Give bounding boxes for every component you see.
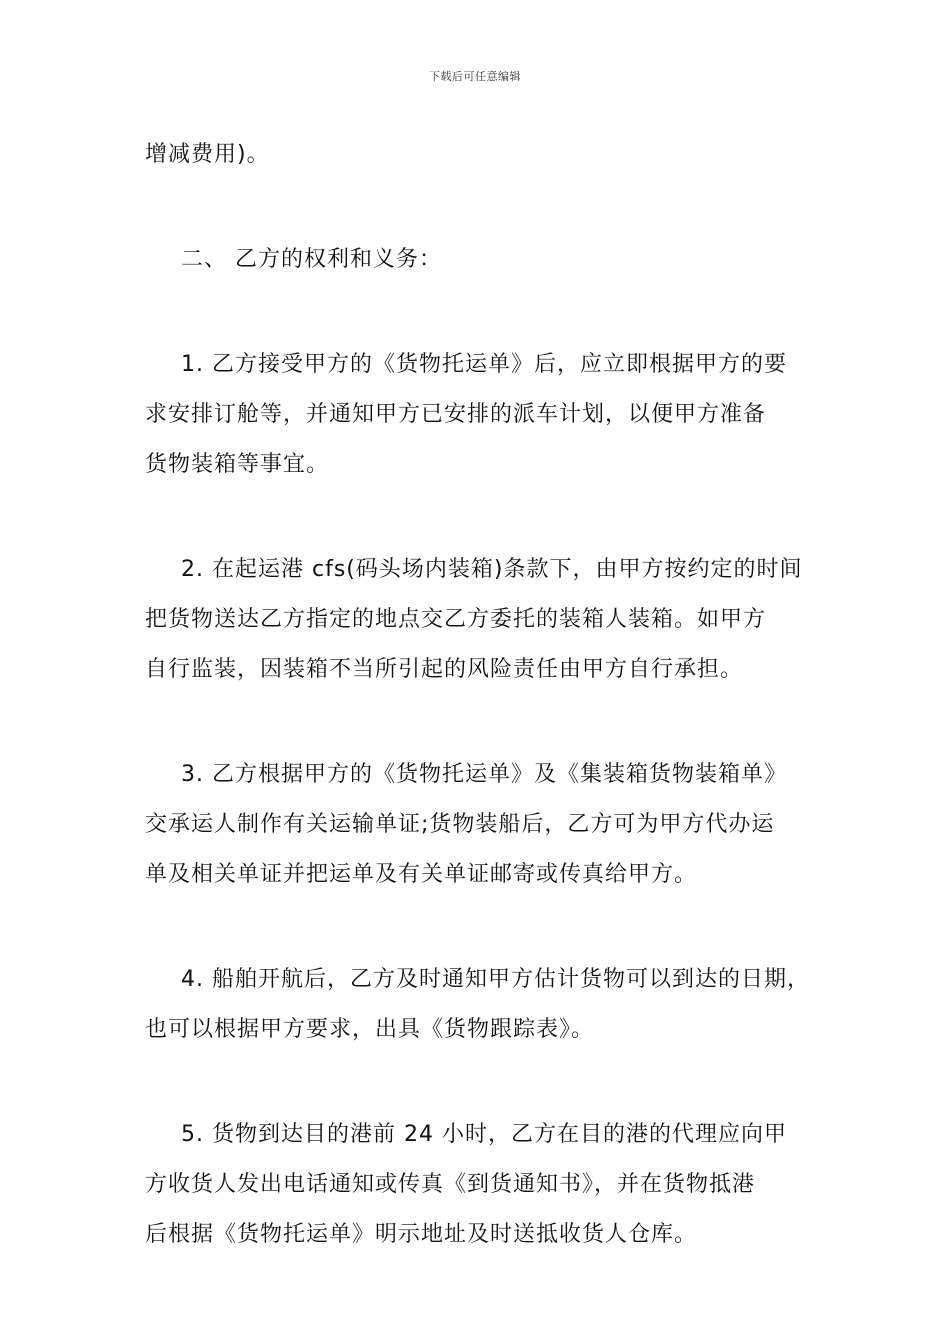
- text-line: 3. 乙方根据甲方的《货物托运单》及《集装箱货物装箱单》: [181, 762, 787, 787]
- clause-4: [145, 955, 815, 1055]
- text-line: 把货物送达乙方指定的地点交乙方委托的装箱人装箱。如甲方: [145, 607, 767, 632]
- section-title: 二、 乙方的权利和义务：: [181, 247, 442, 272]
- text-line: 1. 乙方接受甲方的《货物托运单》后，应立即根据甲方的要: [181, 352, 787, 377]
- text-line: 交承运人制作有关运输单证;货物装船后，乙方可为甲方代办运: [145, 812, 775, 837]
- text-line: 2. 在起运港 cfs(码头场内装箱)条款下，由甲方按约定的时间: [181, 557, 803, 582]
- text-line: 5. 货物到达目的港前 24 小时，乙方在目的港的代理应向甲: [181, 1122, 787, 1147]
- section-heading: [145, 235, 815, 285]
- text-line: 单及相关单证并把运单及有关单证邮寄或传真给甲方。: [145, 862, 698, 887]
- page-header-note: 下载后可任意编辑: [429, 70, 521, 83]
- clause-5: [145, 1110, 815, 1260]
- paragraph-continuation: [145, 130, 815, 180]
- clause-3: [145, 750, 815, 900]
- text-line: 增减费用)。: [145, 142, 270, 167]
- text-line: 自行监装，因装箱不当所引起的风险责任由甲方自行承担。: [145, 657, 744, 682]
- clause-1: [145, 340, 815, 490]
- text-line: 货物装箱等事宜。: [145, 452, 330, 477]
- text-line: 4. 船舶开航后，乙方及时通知甲方估计货物可以到达的日期，: [181, 967, 810, 992]
- document-body: [145, 130, 815, 1260]
- text-line: 后根据《货物托运单》明示地址及时送抵收货人仓库。: [145, 1222, 698, 1247]
- text-line: 也可以根据甲方要求，出具《货物跟踪表》。: [145, 1017, 595, 1042]
- clause-2: [145, 545, 815, 695]
- text-line: 求安排订舱等，并通知甲方已安排的派车计划，以便甲方准备: [145, 402, 767, 427]
- text-line: 方收货人发出电话通知或传真《到货通知书》，并在货物抵港: [145, 1172, 756, 1197]
